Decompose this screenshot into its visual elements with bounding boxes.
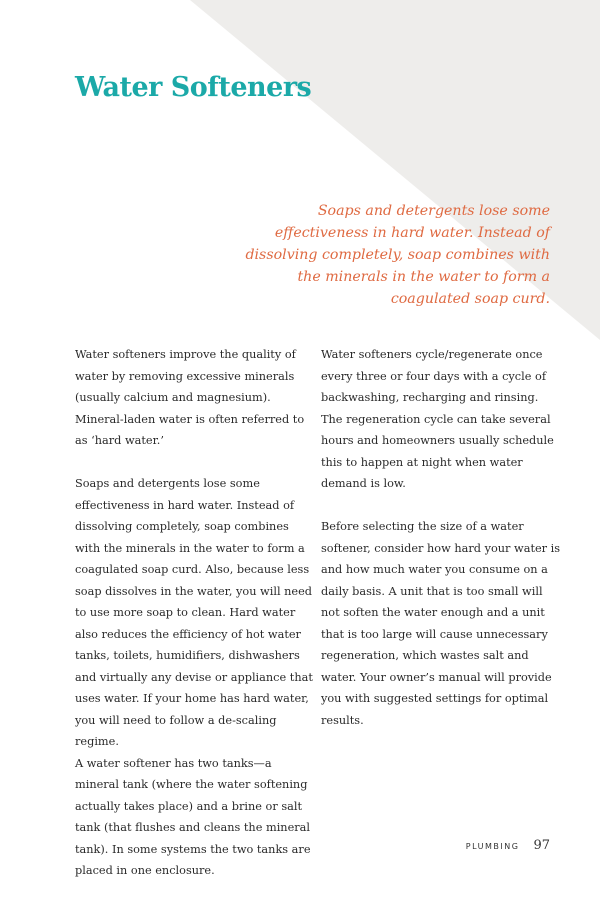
section-label: PLUMBING — [465, 842, 520, 851]
paragraph-intro: Water softeners improve the quality of water by removing excessive minerals (usually calcium and magnesium). Mineral-laden water is often referred to as ‘hard water.’ — [75, 348, 305, 447]
page-title: Water Softeners — [75, 72, 312, 103]
pull-quote: Soaps and detergents lose some effectiveness in hard water. Instead of dissolving completely, soap combines with the minerals in the water to form a coagulated soap curd. — [245, 203, 550, 307]
left-column — [75, 344, 315, 882]
paragraph-soap-effectiveness: Soaps and detergents lose some effectiveness in hard water. Instead of dissolving completely, soap combines with the minerals in the water to form a coagulated soap curd. Also, because less soap dissolves in the water, you will need to use more soap to clean. Hard water also reduces the efficiency of hot water tanks, toilets, humidifiers, dishwashers and virtually any devise or appliance that uses water. If your home has hard water, you will need to follow a de-scaling regime. — [75, 477, 313, 748]
paragraph-two-tanks: A water softener has two tanks—a mineral tank (where the water softening actually takes place) and a brine or salt tank (that flushes and cleans the mineral tank). In some systems the two tanks are placed in one enclosure. — [75, 756, 311, 877]
page-number: 97 — [533, 838, 550, 853]
paragraph-regeneration-cycle: Water softeners cycle/regenerate once every three or four days with a cycle of backwashing, recharging and rinsing. The regeneration cycle can take several hours and homeowners usually schedule this to happen at night when water demand is low. — [321, 348, 554, 490]
page-footer — [466, 838, 550, 853]
paragraph-sizing: Before selecting the size of a water softener, consider how hard your water is and how much water you consume on a daily basis. A unit that is too small will not soften the water enough and a unit that is too large will cause unnecessary regeneration, which wastes salt and water. Your owner’s manual will provide you with suggested settings for optimal results. — [321, 520, 561, 727]
right-column — [321, 344, 561, 731]
